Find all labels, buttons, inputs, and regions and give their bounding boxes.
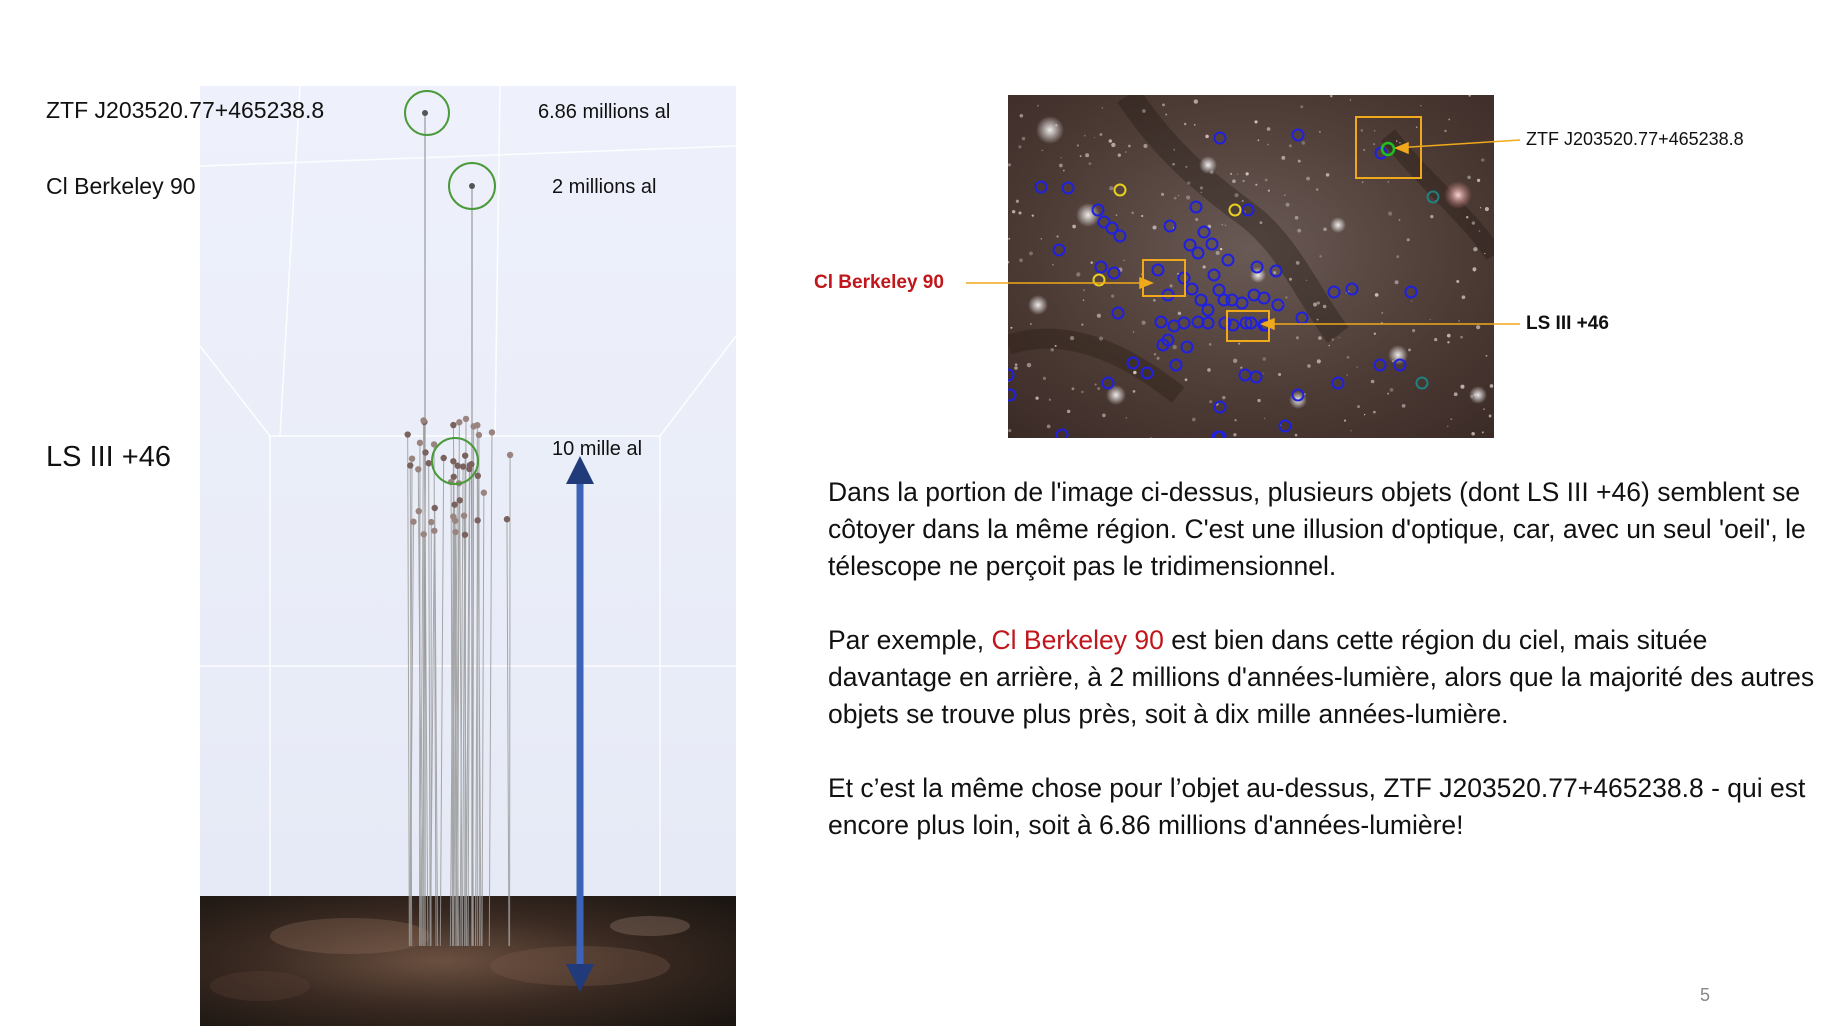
paragraph-2-suffix: est bien dans cette région du ciel, mais située davantage en arrière, à 2 millions d'années-lumière, alors que la majorité des autres objets se trouve plus près, soit à dix mille années-lumière. xyxy=(828,625,1815,729)
ztf-callout-label: ZTF J203520.77+465238.8 xyxy=(1526,129,1744,149)
paragraph-1 xyxy=(828,474,1818,585)
paragraph-2-text xyxy=(828,622,1818,733)
ztf-distance: 6.86 millions al xyxy=(538,101,671,123)
berkeley-label: Cl Berkeley 90 xyxy=(46,173,196,199)
paragraph-2 xyxy=(828,622,1818,733)
ls-distance: 10 mille al xyxy=(552,438,643,460)
paragraph-3-text: Et c’est la même chose pour l’objet au-dessus, ZTF J203520.77+465238.8 - qui est encore plus loin, soit à 6.86 millions d'années-lumière! xyxy=(828,773,1806,840)
page-number: 5 xyxy=(1700,985,1711,1005)
berkeley-highlight: Cl Berkeley 90 xyxy=(991,625,1164,655)
berkeley-callout-label: Cl Berkeley 90 xyxy=(814,272,944,293)
berkeley-distance: 2 millions al xyxy=(552,176,657,198)
paragraph-3 xyxy=(828,770,1818,844)
ztf-label: ZTF J203520.77+465238.8 xyxy=(46,97,325,123)
ls-callout-label: LS III +46 xyxy=(1526,313,1609,334)
ls-label: LS III +46 xyxy=(46,441,171,473)
paragraph-2-prefix: Par exemple, xyxy=(828,625,992,655)
paragraph-1-text: Dans la portion de l'image ci-dessus, plusieurs objets (dont LS III +46) semblent se côtoyer dans la même région. C'est une illusion d'optique, car, avec un seul 'oeil', le télescope ne perçoit pas le tridimensionnel. xyxy=(828,477,1806,581)
